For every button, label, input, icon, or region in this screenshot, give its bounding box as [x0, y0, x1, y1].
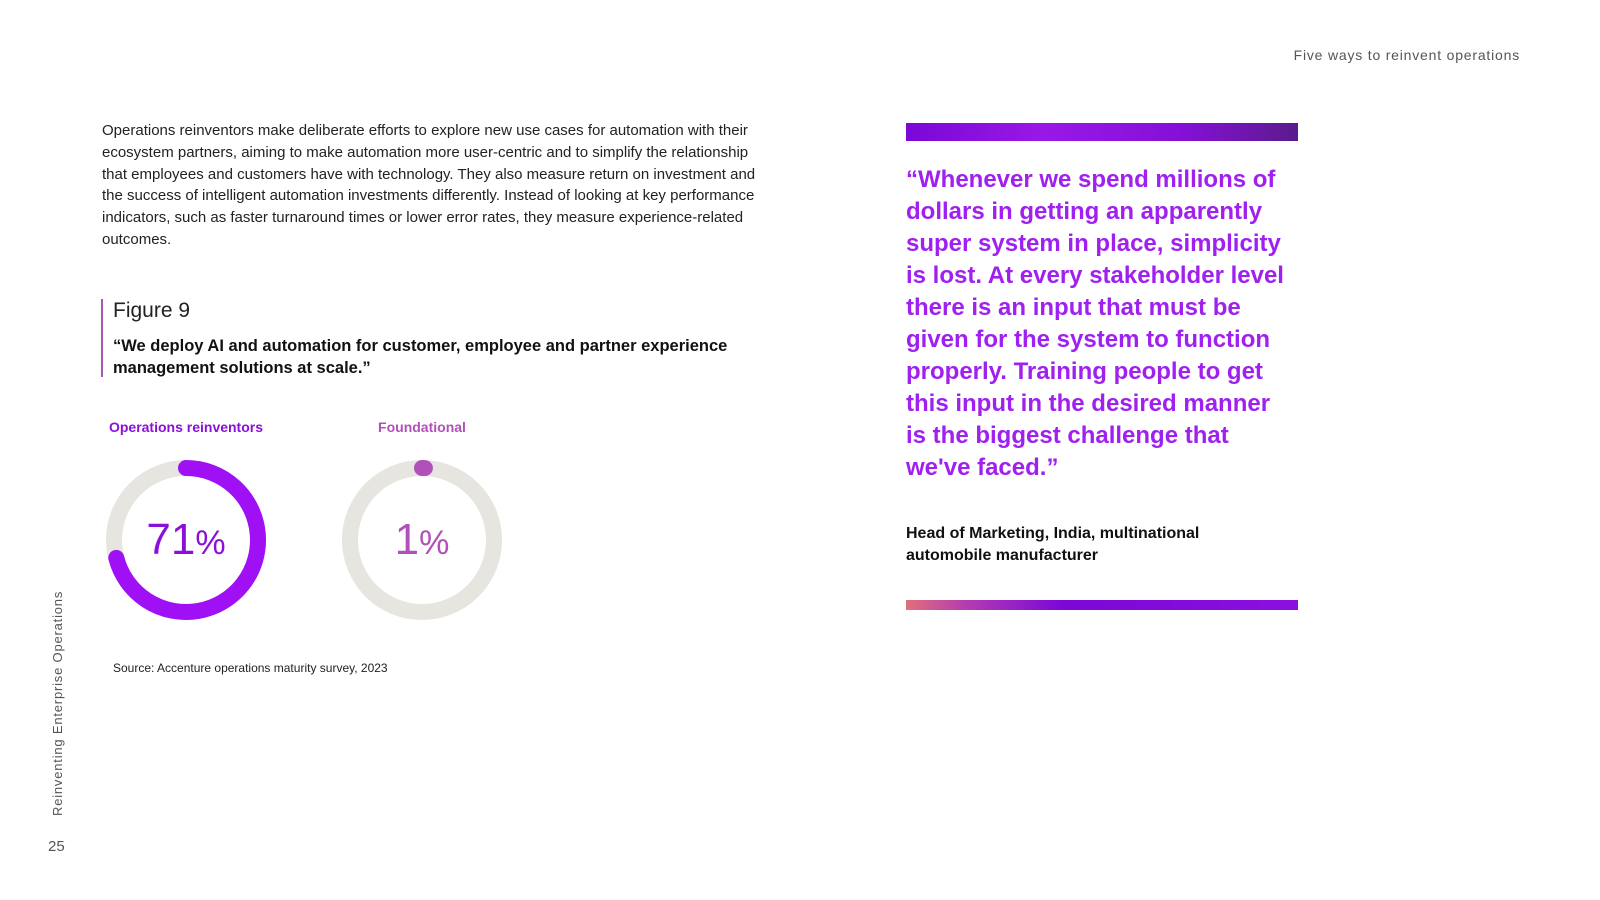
intro-paragraph: Operations reinventors make deliberate efforts to explore new use cases for automation with their ecosystem partners, aiming to make automation more user-centric and to simplify the relationship that employees and customers have with technology. They also measure return on investment and the success of intelligent automation investments differently. Instead of looking at key performance indicators, such as faster turnaround times or lower error rates, they measure experience-related outcomes.: [102, 122, 756, 248]
donut-value-unit-foundational: %: [419, 524, 450, 562]
donut-value-foundational: [332, 515, 512, 568]
quote-bar-top: [906, 123, 1298, 141]
quote-text: “Whenever we spend millions of dollars in getting an apparently super system in place, simplicity is lost. At every stakeholder level there is an input that must be given for the system to function properly. Training people to get this input in the desired manner is the biggest challenge that we've faced.”: [906, 166, 1284, 481]
quote-bar-bottom: [906, 600, 1298, 610]
donut-value-number-foundational: 1: [394, 515, 420, 564]
donut-title-foundational: Foundational: [378, 419, 466, 435]
figure-label: Figure 9: [113, 299, 191, 322]
figure-source: Source: Accenture operations maturity survey, 2023: [113, 661, 388, 675]
donut-title-reinventors: Operations reinventors: [108, 419, 264, 435]
donut-value-unit-reinventors: %: [195, 524, 226, 562]
figure-box: [101, 299, 753, 377]
page-number: 25: [48, 838, 65, 855]
figure-caption: “We deploy AI and automation for customer, employee and partner experience management solutions at scale.”: [113, 337, 728, 377]
side-label: Reinventing Enterprise Operations: [50, 590, 65, 816]
donut-value-reinventors: [96, 515, 276, 568]
quote-attribution: Head of Marketing, India, multinational automobile manufacturer: [906, 525, 1200, 564]
header-title: Five ways to reinvent operations: [1293, 47, 1520, 63]
donut-value-number-reinventors: 71: [146, 515, 196, 564]
